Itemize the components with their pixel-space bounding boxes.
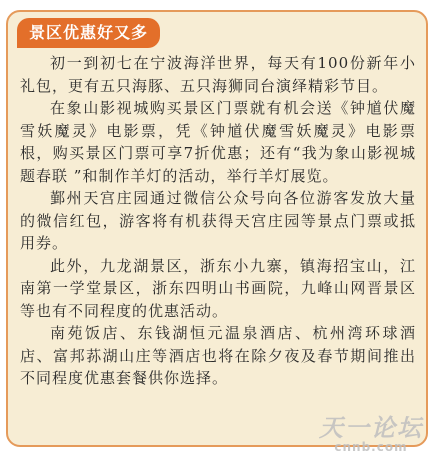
promo-panel	[6, 10, 428, 447]
paragraph-hotels: 南苑饭店、东钱湖恒元温泉酒店、杭州湾环球酒店、富邦荪湖山庄等酒店也将在除夕夜及春节期间推出不同程度优惠套餐供你选择。	[20, 324, 416, 387]
watermark-domain: cnnb.com	[334, 440, 408, 454]
site-watermark	[319, 416, 423, 453]
paragraph-film-city: 在象山影视城购买景区门票就有机会送《钟馗伏魔雪妖魔灵》电影票，凭《钟馗伏魔雪妖魔灵》电影票根，购买景区门票可享7折优惠；还有“我为象山影视城题春联 ”和制作羊灯的活动，举行羊灯展览。	[20, 99, 416, 185]
section-title: 景区优惠好又多	[17, 18, 160, 48]
paragraph-ocean-world: 初一到初七在宁波海洋世界，每天有100份新年小礼包，更有五只海豚、五只海狮同台演绎精彩节目。	[20, 54, 416, 95]
watermark-logo-text: 天一论坛	[319, 414, 423, 442]
article-body	[20, 52, 416, 390]
paragraph-tiangong-manor: 鄞州天宫庄园通过微信公众号向各位游客发放大量的微信红包，游客将有机获得天宫庄园等景点门票或抵用券。	[20, 189, 416, 252]
paragraph-other-scenic-spots: 此外，九龙湖景区，浙东小九寨，镇海招宝山，江南第一学堂景区，浙东四明山书画院，九峰山网晋景区等也有不同程度的优惠活动。	[20, 256, 416, 320]
